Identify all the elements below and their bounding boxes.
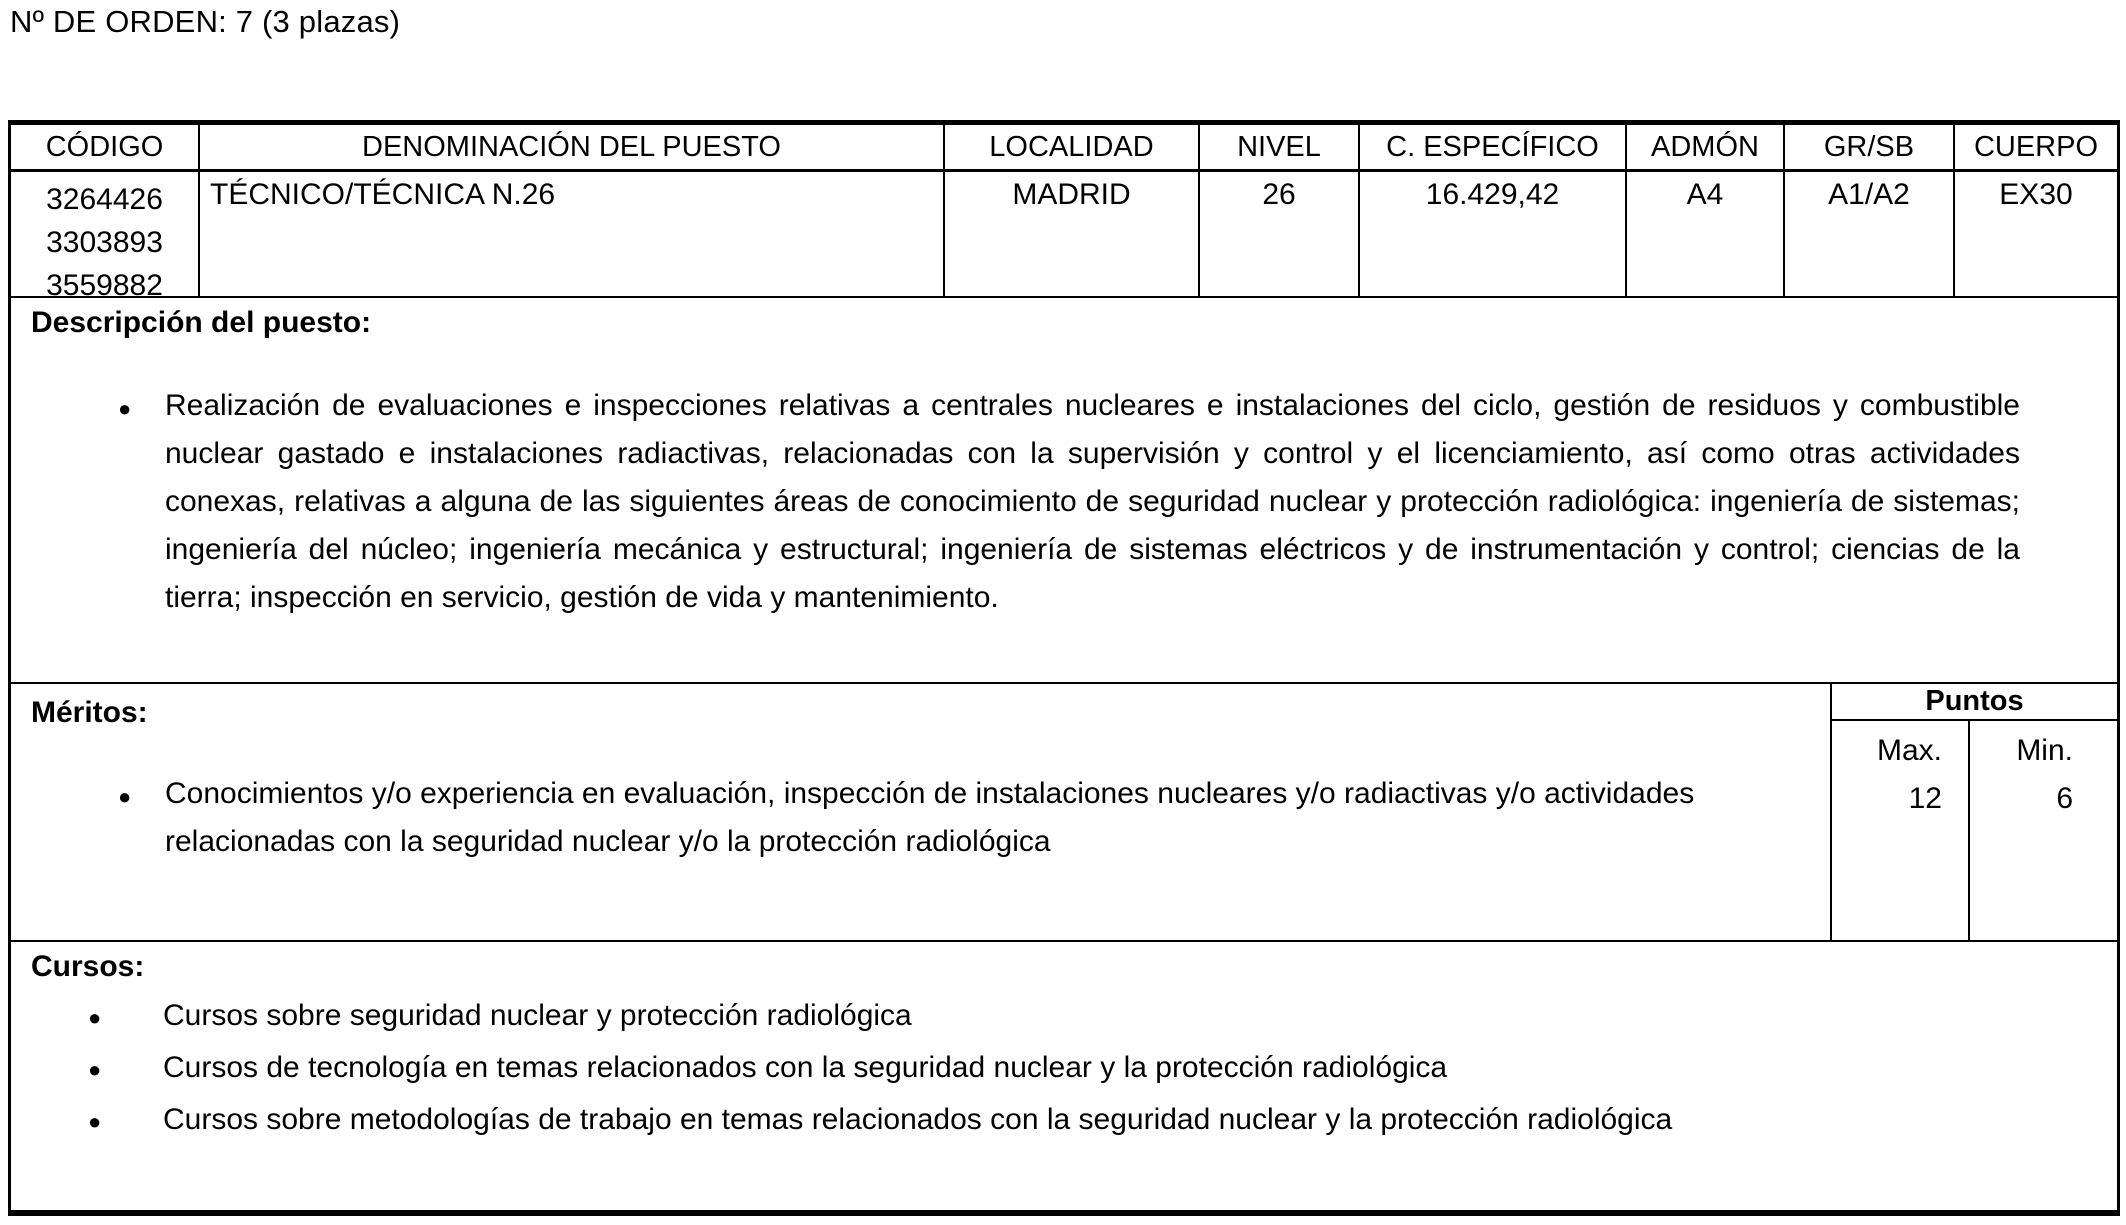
bullet-icon: ● (88, 1057, 102, 1082)
bullet-icon: ● (118, 396, 132, 421)
code-value: 3559882 (46, 269, 163, 302)
code-value: 3303893 (46, 226, 163, 259)
cell-denominacion: TÉCNICO/TÉCNICA N.26 (200, 172, 945, 296)
descripcion-label: Descripción del puesto: (31, 306, 372, 339)
header-cell-denominacion: DENOMINACIÓN DEL PUESTO (200, 125, 945, 169)
code-value: 3264426 (46, 183, 163, 216)
cell-nivel: 26 (1200, 172, 1360, 296)
puntos-header: Puntos (1832, 684, 2117, 721)
bullet-icon: ● (88, 1005, 102, 1030)
table-header-row (11, 125, 2117, 172)
descripcion-bullet-item (118, 382, 2020, 622)
list-item (88, 1094, 2078, 1146)
puntos-box (1830, 684, 2117, 940)
header-cell-codigo: CÓDIGO (11, 125, 200, 169)
header-cell-localidad: LOCALIDAD (945, 125, 1200, 169)
puntos-max-label: Max. (1876, 734, 1942, 767)
cell-c-especifico: 16.429,42 (1360, 172, 1627, 296)
meritos-text: Conocimientos y/o experiencia en evaluación, inspección de instalaciones nucleares y/o radiactivas y/o actividades relacionadas con la seguridad nuclear y/o la protección radiológica (165, 777, 1695, 858)
meritos-section (11, 684, 2117, 942)
bullet-icon: ● (88, 1109, 102, 1134)
order-number-title: Nº DE ORDEN: 7 (3 plazas) (10, 4, 401, 39)
header-cell-admon: ADMÓN (1627, 125, 1785, 169)
cursos-section (11, 942, 2117, 1211)
header-cell-nivel: NIVEL (1200, 125, 1360, 169)
header-cell-c-especifico: C. ESPECÍFICO (1360, 125, 1627, 169)
puntos-cells (1832, 721, 2117, 940)
table-data-row (11, 172, 2117, 302)
list-item (88, 1042, 2078, 1094)
puntos-min-value: 6 (2056, 782, 2073, 815)
cell-localidad: MADRID (945, 172, 1200, 296)
descripcion-section (11, 298, 2117, 684)
cursos-item-text: Cursos sobre seguridad nuclear y protección radiológica (163, 999, 912, 1032)
job-posting-table (8, 120, 2120, 1216)
puntos-max-value: 12 (1908, 782, 1942, 815)
puntos-min-label: Min. (2016, 734, 2073, 767)
cell-codigo (11, 172, 200, 302)
meritos-label: Méritos: (31, 696, 148, 729)
cell-cuerpo: EX30 (1999, 178, 2073, 211)
cursos-item-text: Cursos sobre metodologías de trabajo en temas relacionados con la seguridad nuclear y la protección radiológica (163, 1103, 1673, 1136)
header-cell-cuerpo: CUERPO (1973, 130, 2099, 163)
meritos-bullet-item (118, 770, 1750, 866)
cursos-item-text: Cursos de tecnología en temas relacionados con la seguridad nuclear y la protección radiológica (163, 1051, 1448, 1084)
list-item (88, 990, 2078, 1042)
puntos-max-cell (1832, 721, 1970, 940)
cell-admon: A4 (1627, 172, 1785, 296)
descripcion-text: Realización de evaluaciones e inspecciones relativas a centrales nucleares e instalaciones del ciclo, gestión de residuos y combustible nuclear gastado e instalaciones radiactivas, relacionadas con la supervisión y control y el licenciamiento, así como otras actividades conexas, relativas a alguna de las siguientes áreas de conocimiento de seguridad nuclear y protección radiológica: ingeniería de sistemas; ingeniería del núcleo; ingeniería mecánica y estructural; ingeniería de sistemas eléctricos y de instrumentación y control; ciencias de la tierra; inspección en servicio, gestión de vida y mantenimiento. (165, 389, 2020, 614)
header-cell-gr-sb: GR/SB (1785, 125, 1955, 169)
cell-gr-sb: A1/A2 (1785, 172, 1955, 296)
bullet-icon: ● (118, 784, 132, 809)
puntos-min-cell (1970, 721, 2117, 940)
cursos-list (88, 990, 2078, 1146)
cursos-label: Cursos: (31, 950, 145, 983)
